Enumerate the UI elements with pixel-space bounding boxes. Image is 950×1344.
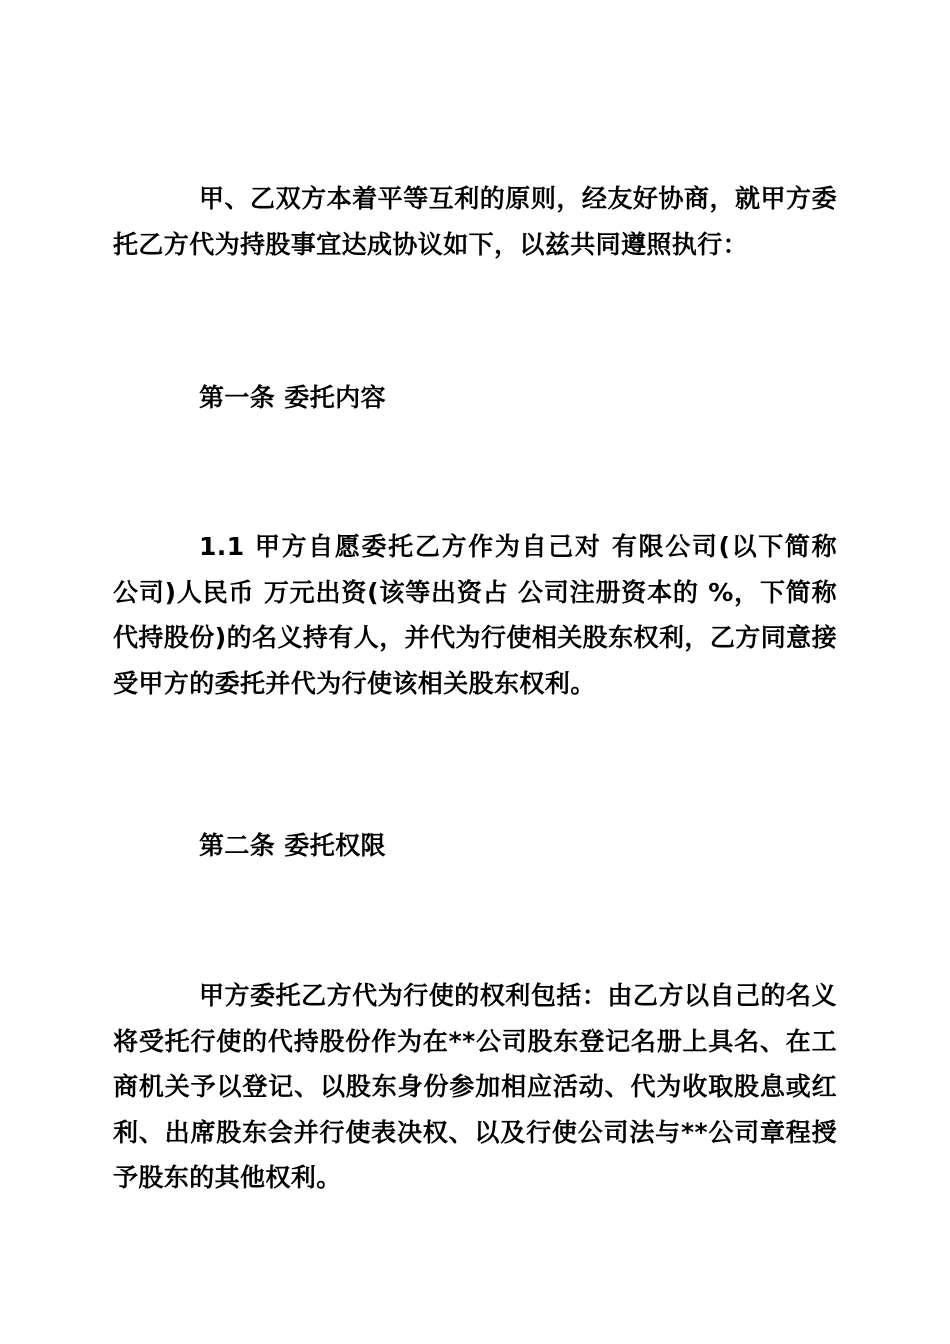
article-1-heading: 第一条 委托内容 [199,383,386,412]
clause-1-1-paragraph: 1.1 甲方自愿委托乙方作为自己对 有限公司(以下简称 公司)人民币 万元出资(该等出资占 公司注册资本的 %，下简称代持股份)的名义持有人，并代为行使相关股东权利，乙方同意接受甲方的委托并代为行使该相关股东权利。 [113,532,837,698]
intro-paragraph: 甲、乙双方本着平等互利的原则，经友好协商，就甲方委托乙方代为持股事宜达成协议如下，以兹共同遵照执行： [113,184,837,259]
article-2-paragraph: 甲方委托乙方代为行使的权利包括：由乙方以自己的名义将受托行使的代持股份作为在**公司股东登记名册上具名、在工商机关予以登记、以股东身份参加相应活动、代为收取股息或红利、出席股东会并行使表决权、以及行使公司法与**公司章程授予股东的其他权利。 [113,981,837,1192]
article-2-heading: 第二条 委托权限 [199,831,386,860]
